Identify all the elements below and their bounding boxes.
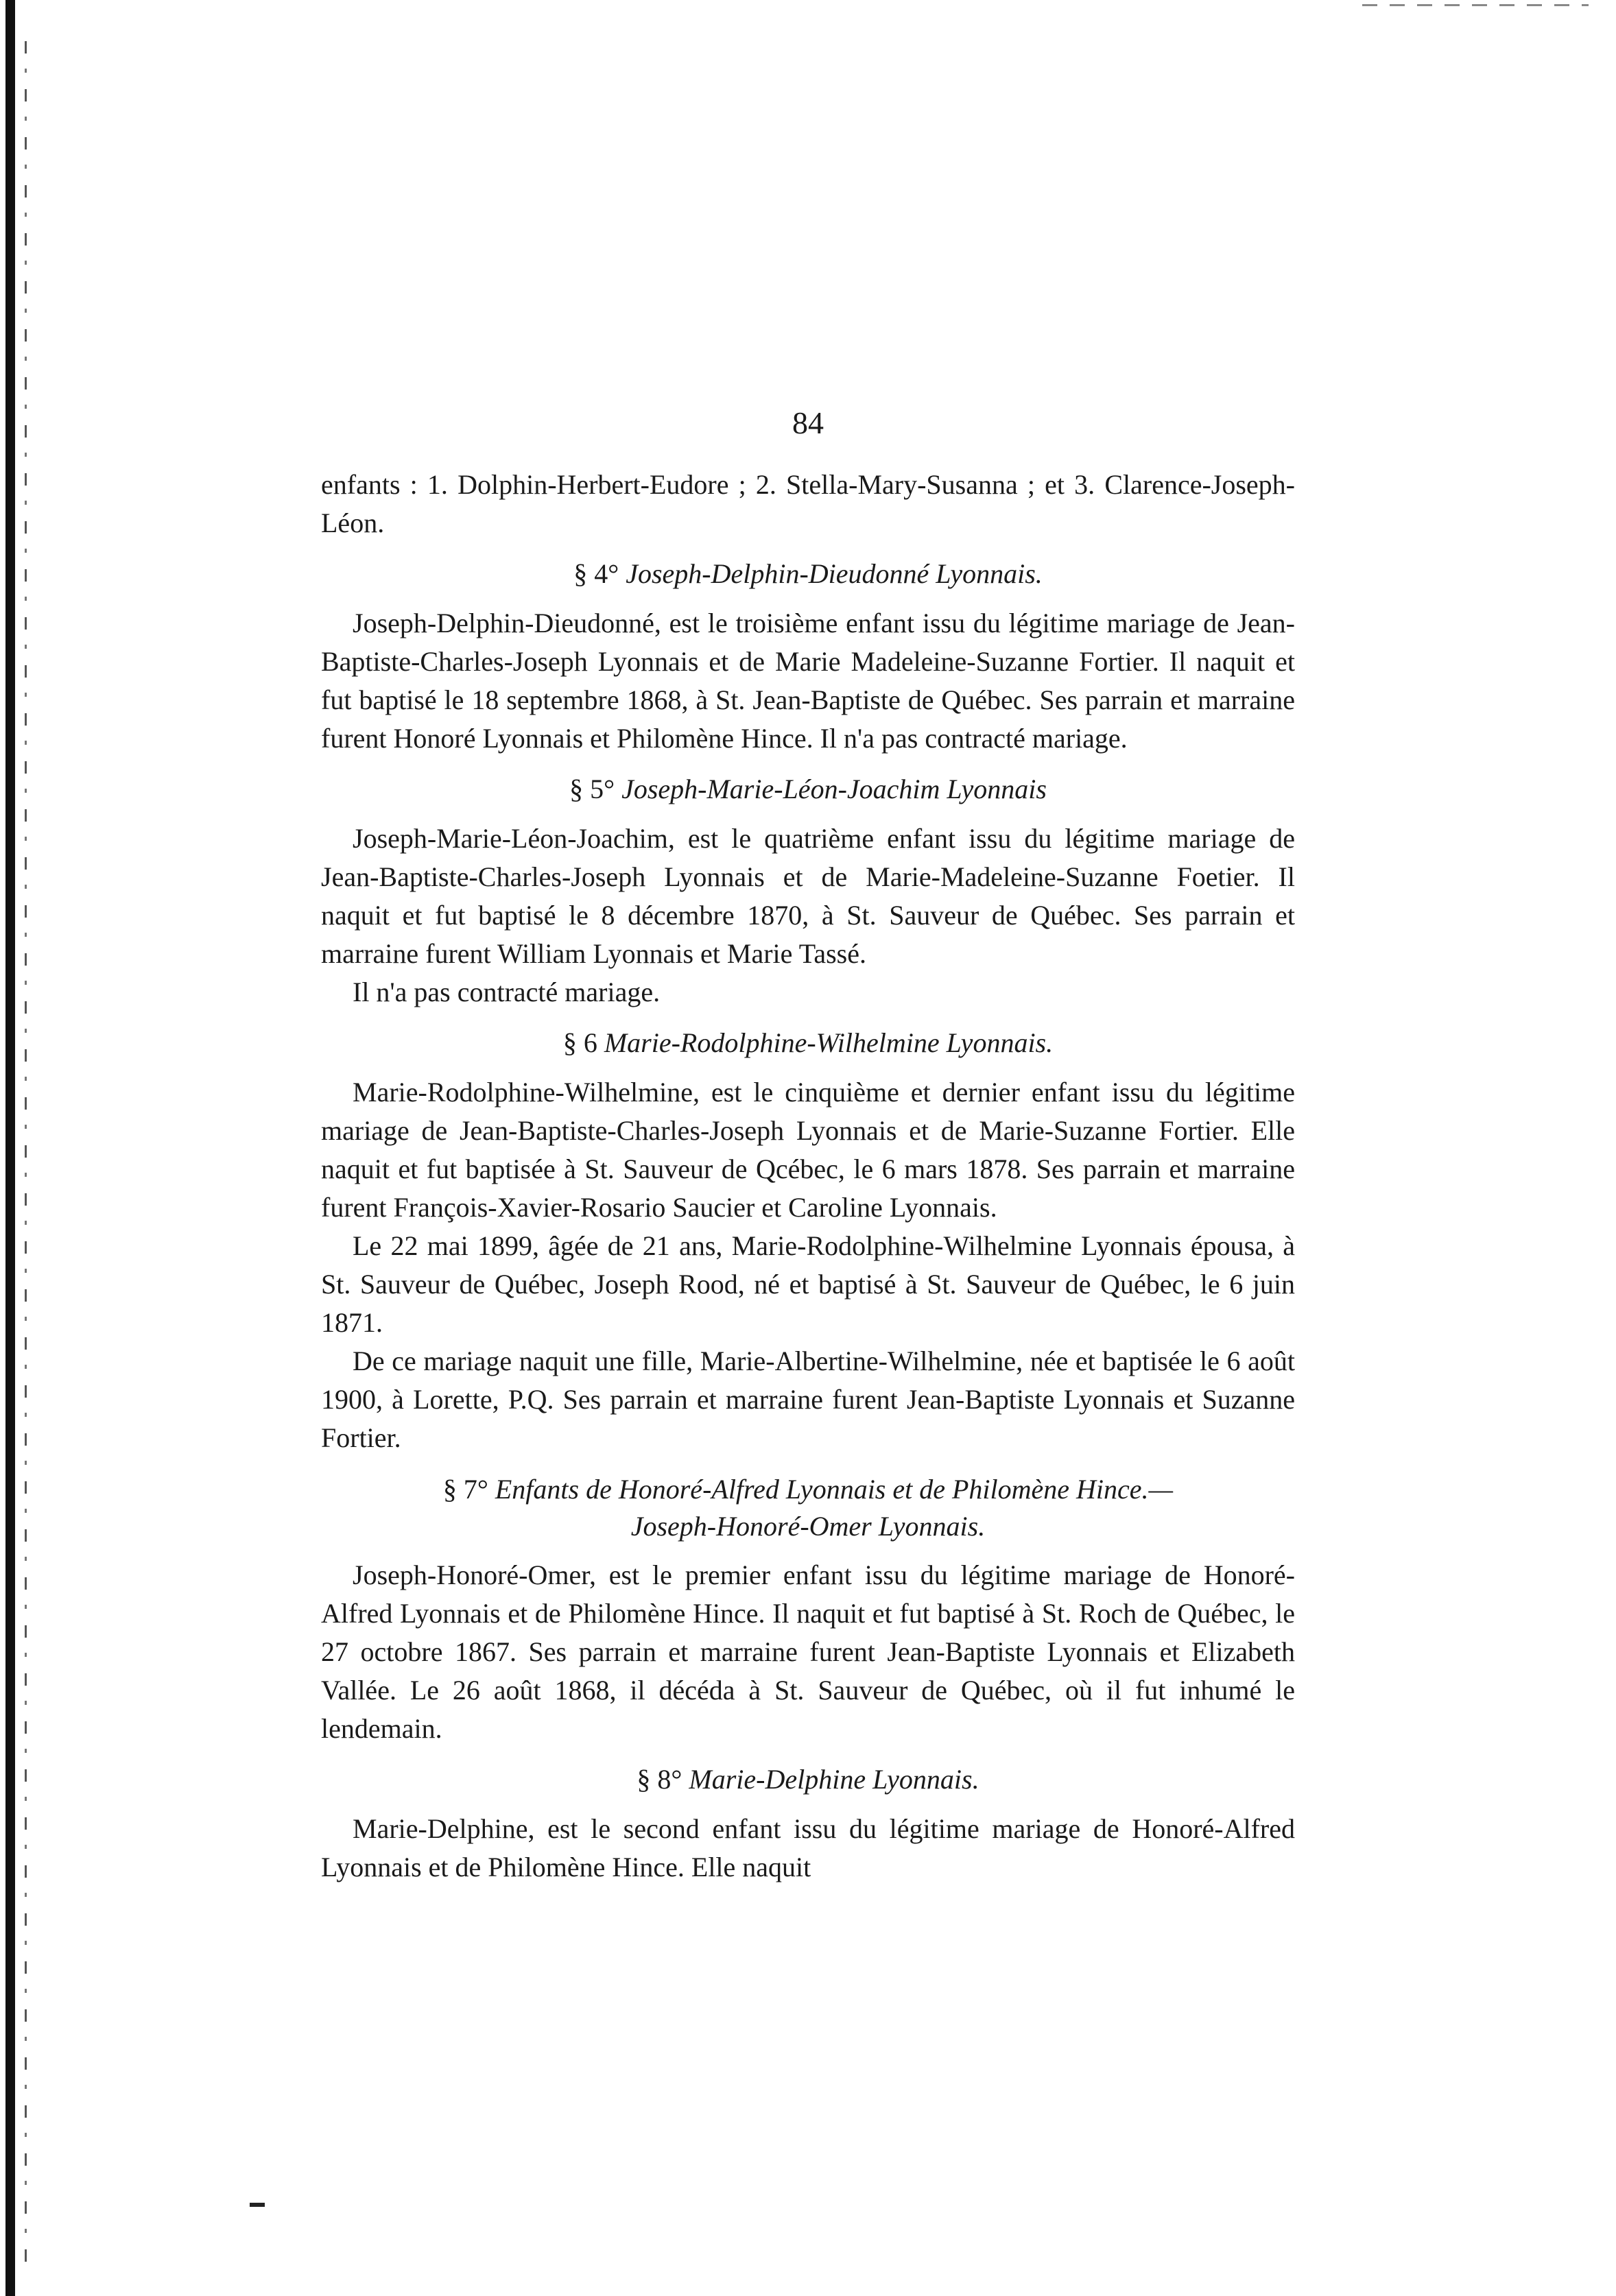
section-number: § 7° [442, 1474, 488, 1505]
paragraph: Marie-Delphine, est le second enfant issu du légitime mariage de Honoré-Alfred Lyonnais et de Philomène Hince. Elle naquit [321, 1813, 1295, 1882]
paragraph: Le 22 mai 1899, âgée de 21 ans, Marie-Rodolphine-Wilhelmine Lyonnais épousa, à St. Sauveur de Québec, Joseph Rood, né et baptisé à St. Sauveur de Québec, le 6 juin 1871. [321, 1230, 1295, 1338]
section-title: Enfants de Honoré-Alfred Lyonnais et de Philomène Hince.— [495, 1474, 1174, 1505]
section-title: Joseph-Marie-Léon-Joachim Lyonnais [621, 774, 1047, 804]
paragraph: Joseph-Delphin-Dieudonné, est le troisième enfant issu du légitime mariage de Jean-Baptiste-Charles-Joseph Lyonnais et de Marie Madeleine-Suzanne Fortier. Il naquit et fut baptisé le 18 septembre 1868, à St. Jean-Baptiste de Québec. Ses parrain et marraine furent Honoré Lyonnais et Philomène Hince. Il n'a pas contracté mariage. [321, 608, 1295, 754]
scan-artifact-top [1362, 4, 1589, 6]
section-heading-5 [321, 770, 1295, 809]
paragraph: Joseph-Marie-Léon-Joachim, est le quatrième enfant issu du légitime mariage de Jean-Baptiste-Charles-Joseph Lyonnais et de Marie-Madeleine-Suzanne Foetier. Il naquit et fut baptisé le 8 décembre 1870, à St. Sauveur de Québec. Ses parrain et marraine furent William Lyonnais et Marie Tassé. [321, 823, 1295, 969]
section-number: § 4° [573, 558, 619, 589]
paragraph-continued: enfants : 1. Dolphin-Herbert-Eudore ; 2. Stella-Mary-Susanna ; et 3. Clarence-Joseph-Léon. [321, 469, 1295, 538]
section-number: § 8° [637, 1764, 682, 1795]
section-heading-line [321, 1471, 1295, 1508]
section-heading-4 [321, 555, 1295, 593]
page-edge-shadow [5, 0, 15, 2296]
section-title: Marie-Rodolphine-Wilhelmine Lyonnais. [604, 1027, 1054, 1058]
section-title: Joseph-Delphin-Dieudonné Lyonnais. [626, 558, 1043, 589]
paragraph: Marie-Rodolphine-Wilhelmine, est le cinquième et dernier enfant issu du légitime mariage de Jean-Baptiste-Charles-Joseph Lyonnais et de Marie-Suzanne Fortier. Elle naquit et fut baptisée à St. Sauveur de Qcébec, le 6 mars 1878. Ses parrain et marraine furent François-Xavier-Rosario Saucier et Caroline Lyonnais. [321, 1077, 1295, 1223]
paragraph: De ce mariage naquit une fille, Marie-Albertine-Wilhelmine, née et baptisée le 6 août 1900, à Lorette, P.Q. Ses parrain et marraine furent Jean-Baptiste Lyonnais et Suzanne Fortier. [321, 1346, 1295, 1453]
paragraph: Il n'a pas contracté mariage. [353, 977, 661, 1007]
paragraph: Joseph-Honoré-Omer, est le premier enfant issu du légitime mariage de Honoré-Alfred Lyonnais et de Philomène Hince. Il naquit et fut baptisé à St. Roch de Québec, le 27 octobre 1867. Ses parrain et marraine furent Jean-Baptiste Lyonnais et Elizabeth Vallée. Le 26 août 1868, il décéda à St. Sauveur de Québec, où il fut inhumé le lendemain. [321, 1559, 1295, 1744]
section-heading-8 [321, 1760, 1295, 1799]
section-heading-6 [321, 1024, 1295, 1062]
scan-artifact-bottom [250, 2203, 265, 2207]
binding-speckle [25, 41, 27, 2263]
section-number: § 6 [562, 1027, 597, 1058]
section-subtitle: Joseph-Honoré-Omer Lyonnais. [630, 1511, 986, 1542]
section-number: § 5° [569, 774, 615, 804]
page-body [321, 405, 1295, 1887]
section-heading-7 [321, 1471, 1295, 1545]
page-number: 84 [792, 405, 824, 440]
section-title: Marie-Delphine Lyonnais. [689, 1764, 979, 1795]
